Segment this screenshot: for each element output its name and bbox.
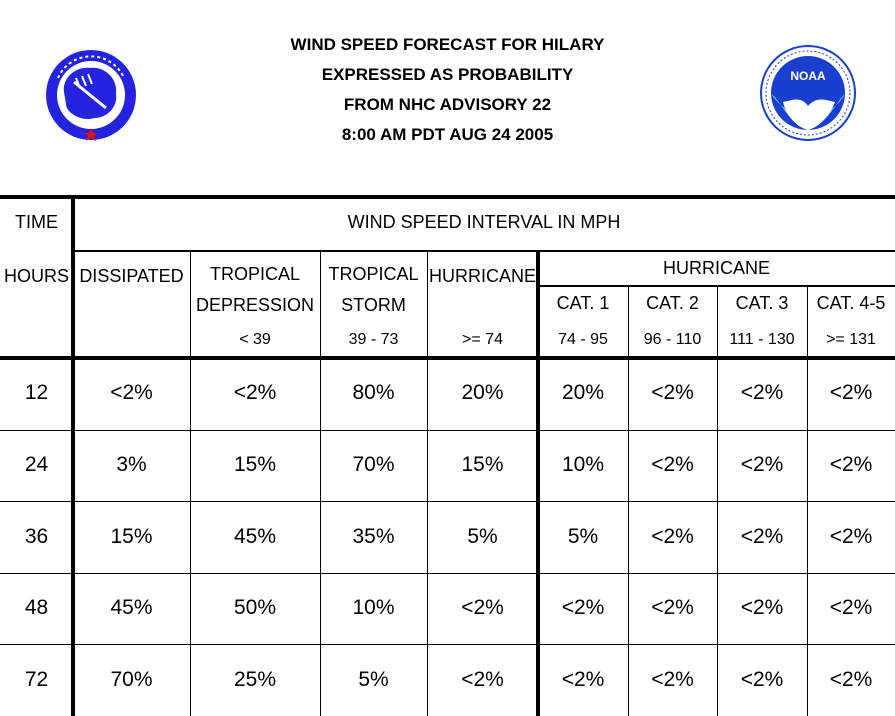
interval-header-divider bbox=[73, 250, 895, 252]
table-cell: <2% bbox=[829, 453, 873, 476]
table-cell: <2% bbox=[561, 596, 605, 619]
table-top-border bbox=[0, 195, 895, 199]
table-cell: 45% bbox=[110, 596, 153, 619]
hours-header: HOURS bbox=[3, 266, 69, 286]
column-range-8: >= 131 bbox=[826, 331, 876, 348]
table-cell: <2% bbox=[740, 668, 784, 691]
title-line-1: WIND SPEED FORECAST FOR HILARY bbox=[290, 35, 605, 54]
col-divider-1 bbox=[190, 250, 191, 716]
hurricane-group-border bbox=[536, 250, 540, 716]
table-cell: 5% bbox=[467, 525, 498, 548]
table-cell: 25% bbox=[233, 668, 277, 691]
table-cell: 80% bbox=[352, 381, 395, 404]
table-cell: <2% bbox=[740, 525, 784, 548]
table-cell: <2% bbox=[651, 453, 694, 476]
table-cell: 15% bbox=[233, 453, 277, 476]
table-cell: 15% bbox=[461, 453, 504, 476]
table-cell: <2% bbox=[651, 668, 694, 691]
table-cell: 10% bbox=[561, 453, 605, 476]
table-cell: <2% bbox=[651, 381, 694, 404]
table-cell: <2% bbox=[461, 596, 504, 619]
table-cell: 70% bbox=[352, 453, 395, 476]
table-cell: 50% bbox=[233, 596, 277, 619]
row-hour-72: 72 bbox=[24, 668, 49, 691]
column-header-6: CAT. 2 bbox=[646, 293, 699, 313]
table-cell: <2% bbox=[829, 596, 873, 619]
row-hour-36: 36 bbox=[24, 525, 49, 548]
column-subheader-2: DEPRESSION bbox=[195, 295, 315, 315]
row-divider-3 bbox=[0, 573, 895, 574]
column-header-4: HURRICANE bbox=[428, 266, 536, 286]
row-hour-24: 24 bbox=[24, 453, 49, 476]
row-hour-12: 12 bbox=[24, 381, 49, 404]
table-cell: <2% bbox=[561, 668, 605, 691]
table-cell: <2% bbox=[110, 381, 153, 404]
table-cell: <2% bbox=[829, 381, 873, 404]
column-header-2: TROPICAL bbox=[209, 264, 301, 284]
column-range-5: 74 - 95 bbox=[558, 331, 608, 348]
row-divider-1 bbox=[0, 430, 895, 431]
table-cell: 3% bbox=[116, 453, 147, 476]
interval-header: WIND SPEED INTERVAL IN MPH bbox=[347, 212, 621, 232]
table-cell: <2% bbox=[829, 668, 873, 691]
column-subheader-3: STORM bbox=[341, 295, 406, 315]
table-cell: <2% bbox=[461, 668, 504, 691]
table-cell: 45% bbox=[233, 525, 277, 548]
row-divider-4 bbox=[0, 644, 895, 645]
time-header: TIME bbox=[15, 212, 58, 232]
table-cell: 20% bbox=[561, 381, 605, 404]
col-divider-3 bbox=[427, 250, 428, 716]
column-header-1: DISSIPATED bbox=[79, 266, 184, 286]
table-cell: <2% bbox=[740, 453, 784, 476]
table-cell: 5% bbox=[567, 525, 599, 548]
hurricane-group-header: HURRICANE bbox=[662, 258, 770, 278]
table-cell: 5% bbox=[358, 668, 389, 691]
column-range-7: 111 - 130 bbox=[729, 331, 795, 348]
table-cell: <2% bbox=[651, 525, 694, 548]
row-hour-48: 48 bbox=[24, 596, 49, 619]
column-range-2: < 39 bbox=[239, 331, 271, 348]
column-header-7: CAT. 3 bbox=[735, 293, 789, 313]
col-divider-2 bbox=[320, 250, 321, 716]
table-cell: 70% bbox=[110, 668, 153, 691]
title-line-3: FROM NHC ADVISORY 22 bbox=[343, 95, 552, 114]
table-cell: <2% bbox=[829, 525, 873, 548]
table-cell: <2% bbox=[233, 381, 277, 404]
column-range-4: >= 74 bbox=[462, 331, 503, 348]
table-cell: <2% bbox=[651, 596, 694, 619]
title-line-4: 8:00 AM PDT AUG 24 2005 bbox=[341, 125, 554, 144]
column-header-8: CAT. 4-5 bbox=[816, 293, 886, 313]
header-bottom-border bbox=[0, 356, 895, 360]
column-range-6: 96 - 110 bbox=[643, 331, 702, 348]
noaa-logo-text: NOAA bbox=[790, 69, 826, 83]
table-cell: 10% bbox=[352, 596, 395, 619]
table-cell: <2% bbox=[740, 381, 784, 404]
table-cell: 20% bbox=[461, 381, 504, 404]
table-cell: 15% bbox=[110, 525, 153, 548]
column-header-3: TROPICAL bbox=[328, 264, 419, 284]
title-line-2: EXPRESSED AS PROBABILITY bbox=[321, 65, 574, 84]
column-range-3: 39 - 73 bbox=[348, 331, 399, 348]
table-cell: 35% bbox=[352, 525, 395, 548]
row-divider-2 bbox=[0, 501, 895, 502]
table-cell: <2% bbox=[740, 596, 784, 619]
column-header-5: CAT. 1 bbox=[556, 293, 610, 313]
